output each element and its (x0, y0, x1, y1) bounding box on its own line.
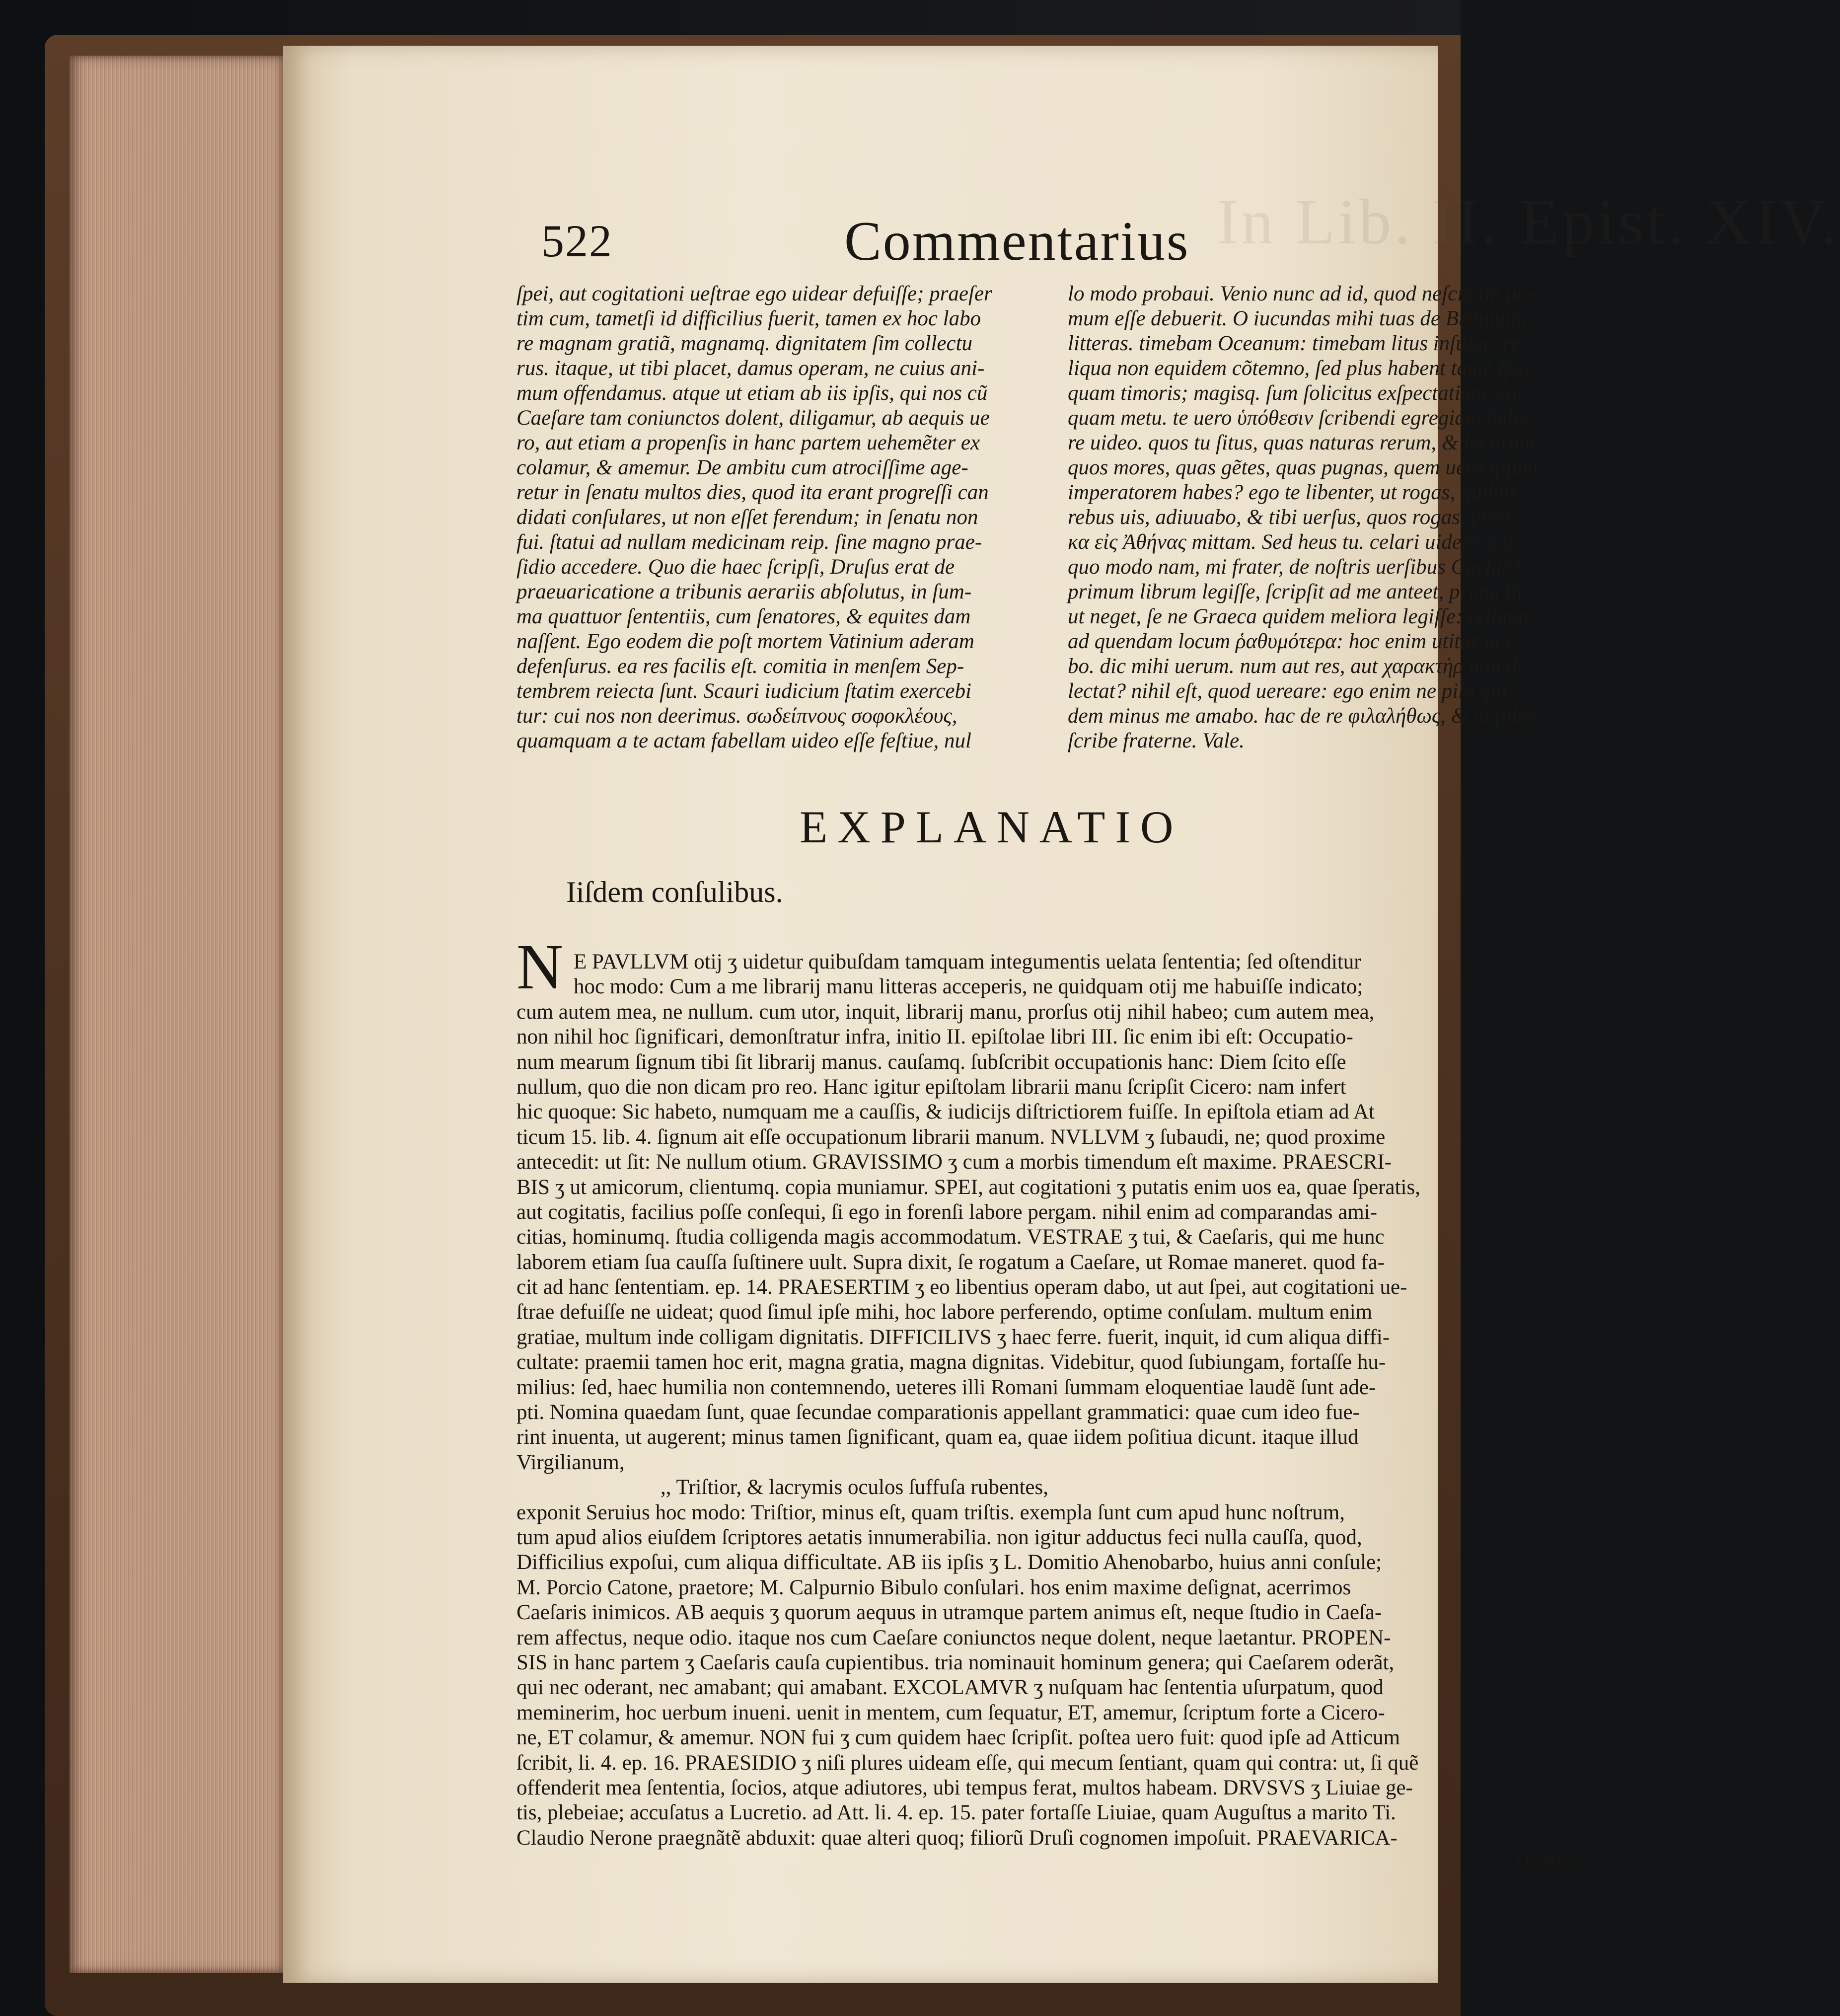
letter-line: liqua non equidem cõtemno, ſed plus habent tamẽ ſpei, (1068, 357, 1536, 380)
letter-line: litteras. timebam Oceanum: timebam litus inſulae. re (1068, 332, 1520, 355)
letter-line: quo modo nam, mi frater, de noſtris uerſibus Caeſar? (1068, 555, 1521, 579)
page-number: 522 (541, 216, 613, 266)
letter-line: re uideo. quos tu ſitus, quas naturas rerum, & locorum, (1068, 431, 1541, 454)
commentary-line: cit ad hanc ſententiam. ep. 14. PRAESERTIM ʒ eo libentius operam dabo, ut aut ſpei, aut cogitationi ue- (516, 1275, 1407, 1299)
letter-line: re magnam gratiã, magnamq. dignitatem ſim collectu (516, 332, 973, 355)
commentary-line: pti. Nomina quaedam ſunt, quae ſecundae comparationis appellant grammatici: quae cum ideo fue- (516, 1401, 1360, 1424)
letter-line: didati conſulares, ut non eſſet ferendum; in ſenatu non (516, 506, 978, 529)
letter-line: tim cum, tametſi id difficilius fuerit, tamen ex hoc labo (516, 307, 981, 330)
letter-left-column (516, 282, 1038, 753)
commentary-line: meminerim, hoc uerbum inueni. uenit in mentem, cum ſequatur, ET, amemur, ſcriptum forte a Cicero- (516, 1701, 1385, 1724)
commentary-line: cum autem mea, ne nullum. cum utor, inquit, librarij manu, prorſus otij nihil habeo; cum autem mea, (516, 1000, 1375, 1024)
letter-line: naſſent. Ego eodem die poſt mortem Vatinium aderam (516, 630, 974, 653)
letter-line: ro, aut etiam a propenſis in hanc partem uehemẽter ex (516, 431, 980, 454)
commentary-line: Caeſaris inimicos. AB aequis ʒ quorum aequus in utramque partem animus eſt, neque ſtudio in Caeſa- (516, 1601, 1382, 1625)
letter-line: mum offendamus. atque ut etiam ab iis ipſis, qui nos cũ (516, 381, 988, 405)
letter-line: tembrem reiecta ſunt. Scauri iudicium ſtatim exercebi (516, 679, 971, 703)
letter-line: praeuaricatione a tribunis aerariis abſolutus, in ſum- (516, 580, 972, 603)
commentary-line: Difficilius expoſui, cum aliqua difficultate. AB iis ipſis ʒ L. Domitio Ahenobarbo, huius anni conſule; (516, 1551, 1382, 1574)
letter-line: ma quattuor ſententiis, cum ſenatores, & equites dam (516, 605, 971, 628)
letter-line: bo. dic mihi uerum. num aut res, aut χαρακτὴρ non de (1068, 655, 1527, 678)
commentary-line: tum apud alios eiuſdem ſcriptores aetatis innumerabilia. non igitur adductus feci nulla cauſſa, quod, (516, 1525, 1362, 1549)
commentary-line: gratiae, multum inde colligam dignitatis. DIFFICILIVS ʒ haec ferre. fuerit, inquit, id cum aliqua diffi- (516, 1325, 1390, 1349)
commentary-line: E PAVLLVM otij ʒ uidetur quibuſdam tamquam integumentis uelata ſententia; ſed oſtenditur (574, 950, 1361, 973)
commentary-line: antecedit: ut ſit: Ne nullum otium. GRAVISSIMO ʒ cum a morbis timendum eſt maxime. PRAESCRI- (516, 1150, 1392, 1174)
commentary-text (516, 950, 1584, 1851)
commentary-line: aut cogitatis, facilius poſſe conſequi, ſi ego in forenſi labore pergam. nihil enim ad comparandas ami- (516, 1200, 1378, 1224)
page-edges (70, 56, 283, 1973)
commentary-line: offenderit mea ſententia, ſocios, atque adiutores, ubi tempus ferat, multos habeam. DRVSVS ʒ Liuiae ge- (516, 1776, 1413, 1799)
commentary-line: rem affectus, neque odio. itaque nos cum Caeſare coniunctos neque dolent, neque laetantur. PROPEN- (516, 1626, 1391, 1649)
commentary-line: hoc modo: Cum a me librarij manu litteras acceperis, ne quidquam otij me habuiſſe indicato; (574, 975, 1363, 999)
drop-cap: N (516, 931, 563, 1003)
commentary-line: tis, plebeiae; accuſatus a Lucretio. ad Att. li. 4. ep. 15. pater fortaſſe Liuiae, quam Auguſtus a marito Ti. (516, 1801, 1396, 1825)
letter-line: mum eſſe debuerit. O iucundas mihi tuas de Britannia (1068, 307, 1528, 330)
commentary-line: non nihil hoc ſignificari, demonſtratur infra, initio II. epiſtolae libri III. ſic enim ibi eſt: Occupatio- (516, 1025, 1353, 1049)
letter-line: rebus uis, adiuuabo, & tibi uerſus, quos rogas, γλαῦ- (1068, 506, 1517, 529)
letter-line: ſpei, aut cogitationi ueſtrae ego uidear defuiſſe; praeſer (516, 282, 992, 305)
bleed-through-heading: In Lib. II. Epist. XIV. (1217, 186, 1840, 258)
letter-line: rus. itaque, ut tibi placet, damus operam, ne cuius ani- (516, 357, 985, 380)
commentary-line: cultate: praemii tamen hoc erit, magna gratia, magna dignitas. Videbitur, quod ſubiungam, fortaſſe hu- (516, 1350, 1386, 1374)
letter-line: colamur, & amemur. De ambitu cum atrociſſime age- (516, 456, 968, 479)
letter-line: ut neget, ſe ne Graeca quidem meliora legiſſe: reliqua (1068, 605, 1529, 628)
letter-right-column (1068, 282, 1584, 753)
commentary-line: nullum, quo die non dicam pro reo. Hanc igitur epiſtolam librarii manu ſcripſit Cicero: nam infert (516, 1075, 1346, 1099)
letter-line: quamquam a te actam fabellam uideo eſſe feſtiue, nul (516, 729, 971, 752)
letter-line: defenſurus. ea res facilis eſt. comitia in menſem Sep- (516, 655, 964, 678)
letter-line: κα εἰς Ἀθήνας mittam. Sed heus tu. celari uideor a te. (1068, 530, 1523, 554)
letter-line: lectat? nihil eſt, quod uereare: ego enim ne pilo qui- (1068, 679, 1515, 703)
catchword: TIONE ʒ (1515, 1854, 1580, 1870)
commentary-line: citias, hominumq. ſtudia colligenda magis accommodatum. VESTRAE ʒ tui, & Caeſaris, qui me hunc (516, 1225, 1385, 1249)
commentary-line: ſtrae defuiſſe ne uideat; quod ſimul ipſe mihi, hoc labore perferendo, optime conſulam. multum enim (516, 1300, 1373, 1324)
letter-line: ſcribe fraterne. Vale. (1068, 729, 1245, 752)
quoted-verse: ,, Triſtior, & lacrymis oculos ſuffuſa rubentes, (661, 1476, 1048, 1499)
letter-line: fui. ſtatui ad nullam medicinam reip. ſine magno prae- (516, 530, 982, 554)
letter-line: quam timoris; magisq. ſum ſolicitus exſpectatione ea, (1068, 381, 1522, 405)
commentary-line: Claudio Nerone praegnãtẽ abduxit: quae alteri quoq; filiorũ Druſi cognomen impoſuit. PRAEVARICA- (516, 1826, 1398, 1850)
commentary-line: hic quoque: Sic habeto, numquam me a cauſſis, & iudicijs diſtrictiorem fuiſſe. In epiſtola etiam ad At (516, 1100, 1375, 1124)
commentary-line: M. Porcio Catone, praetore; M. Calpurnio Bibulo conſulari. hos enim maxime deſignat, acerrimos (516, 1575, 1351, 1599)
commentary-line: BIS ʒ ut amicorum, clientumq. copia muniamur. SPEI, aut cogitationi ʒ putatis enim uos ea, quae ſperatis, (516, 1175, 1420, 1199)
commentary-line: ſcribit, li. 4. ep. 16. PRAESIDIO ʒ niſi plures uideam eſſe, qui mecum ſentiant, quam qui contra: ut, ſi quẽ (516, 1751, 1419, 1775)
letter-line: tur: cui nos non deerimus. σωδείπνους σοφοκλέους, (516, 704, 957, 728)
letter-line: Caeſare tam coniunctos dolent, diligamur, ab aequis ue (516, 406, 990, 430)
letter-line: ſidio accedere. Quo die haec ſcripſi, Druſus erat de (516, 555, 955, 579)
letter-line: quos mores, quas gẽtes, quas pugnas, quem uero ipſum (1068, 456, 1538, 479)
commentary-line: Virgilianum, (516, 1450, 625, 1474)
commentary-line: num mearum ſignum tibi ſit librarij manus. cauſamq. ſubſcribit occupationis hanc: Diem ſcito eſſe (516, 1050, 1346, 1074)
letter-line: lo modo probaui. Venio nunc ad id, quod neſcio an pri- (1068, 282, 1538, 305)
letter-line: dem minus me amabo. hac de re φιλαλήθως, & ut ſoles, (1068, 704, 1541, 728)
commentary-line: laborem etiam ſua cauſſa ſuſtinere uult. Supra dixit, ſe rogatum a Caeſare, ut Romae maneret. quod fa- (516, 1250, 1385, 1274)
commentary-line: ticum 15. lib. 4. ſignum ait eſſe occupationum librarii manum. NVLLVM ʒ ſubaudi, ne; quod proxime (516, 1125, 1386, 1149)
commentary-line: milius: ſed, haec humilia non contemnendo, ueteres illi Romani ſummam eloquentiae laudẽ ſunt ade- (516, 1375, 1376, 1399)
letter-line: primum librum legiſſe, ſcripſit ad me anteet, prima ſic, (1068, 580, 1533, 603)
commentary-line: qui nec oderant, nec amabant; qui amabant. EXCOLAMVR ʒ nuſquam hac ſententia uſurpatum, quod (516, 1676, 1384, 1700)
letter-line: ad quendam locum ῥαθυμότερα: hoc enim utitur uer- (1068, 630, 1520, 653)
book-page (283, 46, 1840, 1983)
letter-line: imperatorem habes? ego te libenter, ut rogas, quibus (1068, 481, 1518, 504)
section-subheading: Iiſdem conſulibus. (566, 876, 783, 908)
letter-line: quam metu. te uero ὑπόθεσιν ſcribendi egregiam habe (1068, 406, 1528, 430)
commentary-line: exponit Seruius hoc modo: Triſtior, minus eſt, quam triſtis. exempla ſunt cum apud hunc noſtrum, (516, 1500, 1345, 1524)
commentary-line: rint inuenta, ut augerent; minus tamen ſignificant, quam ea, quae iidem poſitiua dicunt. itaque illud (516, 1425, 1359, 1449)
running-head: Commentarius (844, 211, 1190, 272)
commentary-line: SIS in hanc partem ʒ Caeſaris cauſa cupientibus. tria nominauit hominum genera; qui Caeſarem oderãt, (516, 1650, 1395, 1674)
letter-line: retur in ſenatu multos dies, quod ita erant progreſſi can (516, 481, 989, 504)
commentary-line: ne, ET colamur, & amemur. NON fui ʒ cum quidem haec ſcripſit. poſtea uero fuit: quod ipſe ad Atticum (516, 1726, 1400, 1750)
section-title: EXPLANATIO (800, 802, 1183, 852)
page-content (283, 46, 1840, 1983)
